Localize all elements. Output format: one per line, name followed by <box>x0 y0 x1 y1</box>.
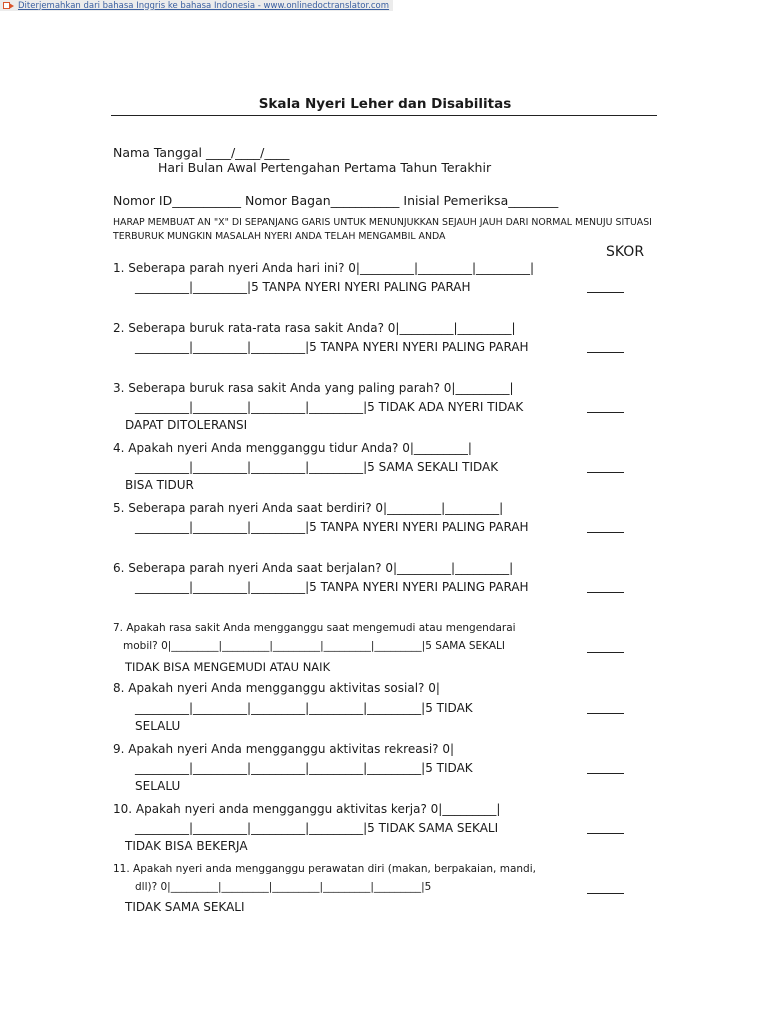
document-title: Skala Nyeri Leher dan Disabilitas <box>258 96 512 112</box>
question-6-score-line <box>587 592 624 593</box>
question-8-line-1: 8. Apakah nyeri Anda mengganggu aktivitas sosial? 0| <box>113 681 440 695</box>
title-underline <box>111 115 657 116</box>
question-4-score-line <box>587 472 624 473</box>
question-9-line-3: SELALU <box>135 779 181 793</box>
question-11-line-1: 11. Apakah nyeri anda mengganggu perawatan diri (makan, berpakaian, mandi, <box>113 863 536 875</box>
question-8-score-line <box>587 713 624 714</box>
question-7-line-3: TIDAK BISA MENGEMUDI ATAU NAIK <box>125 660 331 674</box>
question-7-score-line <box>587 652 624 653</box>
question-8-line-2: _________|_________|_________|_________|_________|5 TIDAK <box>135 701 473 715</box>
question-4-line-1: 4. Apakah nyeri Anda mengganggu tidur Anda? 0|_________| <box>113 441 472 455</box>
question-6-line-1: 6. Seberapa parah nyeri Anda saat berjalan? 0|_________|_________| <box>113 561 514 575</box>
translator-banner[interactable] <box>0 0 393 11</box>
question-3-line-2: _________|_________|_________|_________|5 TIDAK ADA NYERI TIDAK <box>135 400 524 414</box>
question-1-line-1: 1. Seberapa parah nyeri Anda hari ini? 0|_________|_________|_________| <box>113 261 535 275</box>
question-2-line-1: 2. Seberapa buruk rata-rata rasa sakit Anda? 0|_________|_________| <box>113 321 516 335</box>
question-3-line-3: DAPAT DITOLERANSI <box>125 418 248 432</box>
question-6-line-2: _________|_________|_________|5 TANPA NYERI NYERI PALING PARAH <box>135 580 529 594</box>
question-3-score-line <box>587 412 624 413</box>
question-5-line-1: 5. Seberapa parah nyeri Anda saat berdiri? 0|_________|_________| <box>113 501 504 515</box>
question-11-score-line <box>587 893 624 894</box>
question-4-line-3: BISA TIDUR <box>125 478 194 492</box>
question-1-line-2: _________|_________|5 TANPA NYERI NYERI PALING PARAH <box>135 280 471 294</box>
question-2-score-line <box>587 352 624 353</box>
translator-logo-icon <box>3 1 16 10</box>
translator-banner-text[interactable]: Diterjemahkan dari bahasa Inggris ke bahasa Indonesia - www.onlinedoctranslator.com <box>18 0 390 11</box>
question-2-line-2: _________|_________|_________|5 TANPA NYERI NYERI PALING PARAH <box>135 340 529 354</box>
question-7-line-1: 7. Apakah rasa sakit Anda mengganggu saat mengemudi atau mengendarai <box>113 622 516 634</box>
question-9-score-line <box>587 773 624 774</box>
question-3-line-1: 3. Seberapa buruk rasa sakit Anda yang paling parah? 0|_________| <box>113 381 514 395</box>
instruction-line-1: HARAP MEMBUAT AN "X" DI SEPANJANG GARIS UNTUK MENUNJUKKAN SEJAUH JAUH DARI NORMAL MENUJU SITUASI <box>113 217 652 228</box>
question-10-score-line <box>587 833 624 834</box>
question-4-line-2: _________|_________|_________|_________|5 SAMA SEKALI TIDAK <box>135 460 499 474</box>
question-10-line-2: _________|_________|_________|_________|5 TIDAK SAMA SEKALI <box>135 821 499 835</box>
question-8-line-3: SELALU <box>135 719 181 733</box>
instruction-line-2: TERBURUK MUNGKIN MASALAH NYERI ANDA TELAH MENGAMBIL ANDA <box>113 231 446 242</box>
score-column-heading: SKOR <box>606 244 645 260</box>
question-9-line-1: 9. Apakah nyeri Anda mengganggu aktivitas rekreasi? 0| <box>113 742 455 756</box>
question-11-line-3: TIDAK SAMA SEKALI <box>125 900 245 914</box>
id-fields: Nomor ID___________ Nomor Bagan___________ Inisial Pemeriksa________ <box>113 193 559 208</box>
date-legend: Hari Bulan Awal Pertengahan Pertama Tahun Terakhir <box>158 160 492 175</box>
question-5-score-line <box>587 532 624 533</box>
question-10-line-3: TIDAK BISA BEKERJA <box>125 839 248 853</box>
question-10-line-1: 10. Apakah nyeri anda mengganggu aktivitas kerja? 0|_________| <box>113 802 501 816</box>
question-11-line-2: dll)? 0|_________|_________|_________|_________|_________|5 <box>135 881 432 893</box>
question-7-line-2: mobil? 0|_________|_________|_________|_________|_________|5 SAMA SEKALI <box>123 640 505 652</box>
question-9-line-2: _________|_________|_________|_________|_________|5 TIDAK <box>135 761 473 775</box>
question-5-line-2: _________|_________|_________|5 TANPA NYERI NYERI PALING PARAH <box>135 520 529 534</box>
question-1-score-line <box>587 292 624 293</box>
name-date-field: Nama Tanggal ____/____/____ <box>113 145 290 160</box>
